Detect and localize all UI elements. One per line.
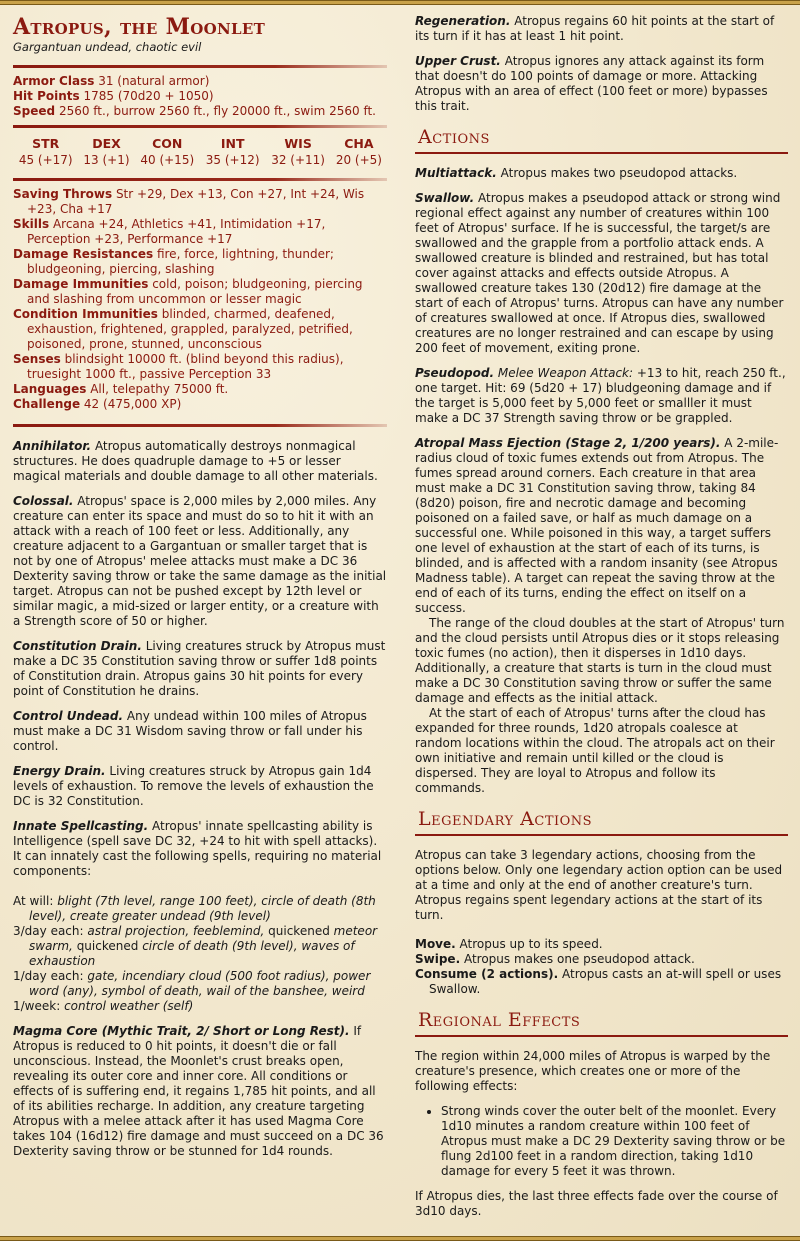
creature-name: Atropus, the Moonlet xyxy=(13,14,266,40)
spell-one-per-week: 1/week: control weather (self) xyxy=(13,999,194,1013)
page-border-bottom xyxy=(0,1236,800,1241)
ability-score: 35 (+12) xyxy=(205,153,260,167)
skills: Skills Arcana +24, Athletics +41, Intimidation +17, Perception +23, Performance +17 xyxy=(13,217,326,246)
senses: Senses blindsight 10000 ft. (blind beyond this radius), truesight 1000 ft., passive Perception 33 xyxy=(13,352,344,381)
legendary-consume: Consume (2 actions). Atropus casts an at-will spell or uses Swallow. xyxy=(415,967,782,996)
trait-energy-drain: Energy Drain. Living creatures struck by Atropus gain 1d4 levels of exhaustion. To remove the levels of exhaustion the DC is 32 Constitution. xyxy=(13,764,374,808)
ability-scores xyxy=(13,134,387,172)
legendary-move: Move. Atropus up to its speed. xyxy=(415,937,603,951)
spell-three-per-day: 3/day each: astral projection, feeblemind, quickened meteor swarm, quickened circle of death (9th level), waves of exhaustion xyxy=(13,924,378,968)
legendary-intro: Atropus can take 3 legendary actions, choosing from the options below. Only one legendary action option can be used at a time and only at the end of another creature's turn. Atropus regains spent legendary actions at the start of its turn. xyxy=(415,848,783,922)
trait-annihilator: Annihilator. Atropus automatically destroys nonmagical structures. He does quadruple damage to +5 or lesser magical materials and double damage to all other materials. xyxy=(13,439,378,483)
ability-name: CHA xyxy=(344,136,374,151)
challenge: Challenge 42 (475,000 XP) xyxy=(13,397,182,411)
properties-block xyxy=(13,187,387,412)
divider xyxy=(13,125,387,128)
right-column xyxy=(415,14,788,1229)
legendary-actions-heading: Legendary Actions xyxy=(418,808,593,830)
action-mass-ejection: Atropal Mass Ejection (Stage 2, 1/200 years). A 2-mile-radius cloud of toxic fumes extends out from Atropus. The fumes spread around corners. Each creature in that area must make a DC 31 Constitution saving throw, taking 84 (8d20) poison, fire and necrotic damage and becoming poisoned on a failed save, or half as much damage on a successful one. While poisoned in this way, a target suffers one level of exhaustion at the start of each of its turns, is blinded, and is affected with a random insanity (see Atropus Madness table). A target can repeat the saving throw at the end of each of its turns, ending the effect on itself on a success. The range of the cloud doubles at the start of Atropus' turn and the cloud persists until Atropus dies or it stops releasing toxic fumes (no action), then it disperses in 1d10 days. Additionally, a creature that starts is turn in the cloud must make a DC 30 Constitution saving throw or suffer the same damage and effects as the initial attack. At the start of each of Atropus' turns after the cloud has expanded for three rounds, 1d20 atropals coalesce at random locations within the cloud. The atropals act on their own initiative and remain until killed or the cloud is dispersed. They are loyal to Atropus and follow its commands. xyxy=(415,436,785,795)
regional-intro: The region within 24,000 miles of Atropus is warped by the creature's presence, which creates one or more of the following effects: xyxy=(415,1049,771,1093)
regional-outro: If Atropus dies, the last three effects fade over the course of 3d10 days. xyxy=(415,1189,778,1218)
ability-score: 45 (+17) xyxy=(18,153,73,167)
actions-heading: Actions xyxy=(418,126,490,148)
action-swallow: Swallow. Atropus makes a pseudopod attack or strong wind regional effect against any number of creatures within 100 feet of Atropus' surface. If he is successful, the target/s are swallowed and the grapple from a portfolio attack ends. A swallowed creature is blinded and restrained, but has total cover against attacks and effects outside Atropus. A swallowed creature takes 130 (20d12) fire damage at the start of each of Atropus' turns. Atropus can have any number of creatures swallowed at once. If Atropus dies, swallowed creatures are no longer restrained and can escape by using 200 feet of movement, exiting prone. xyxy=(415,191,784,355)
legendary-options xyxy=(415,937,788,997)
left-column xyxy=(13,14,387,1169)
divider xyxy=(13,65,387,68)
regional-effects-heading: Regional Effects xyxy=(418,1009,581,1031)
ability-name: STR xyxy=(32,136,60,151)
section-rule xyxy=(415,152,788,154)
divider xyxy=(13,424,387,427)
trait-regeneration: Regeneration. Atropus regains 60 hit points at the start of its turn if it has at least 1 hit point. xyxy=(415,14,775,43)
ability-score: 32 (+11) xyxy=(271,153,325,167)
regional-effects-list xyxy=(415,1104,788,1179)
section-rule xyxy=(415,1035,788,1037)
hit-points: Hit Points 1785 (70d20 + 1050) xyxy=(13,89,214,103)
legendary-swipe: Swipe. Atropus makes one pseudopod attack. xyxy=(415,952,695,966)
ability-name: DEX xyxy=(92,136,121,151)
ability-score: 13 (+1) xyxy=(83,153,130,167)
condition-immunities: Condition Immunities blinded, charmed, deafened, exhaustion, frightened, grappled, paralyzed, petrified, poisoned, prone, stunned, unconscious xyxy=(13,307,353,351)
trait-upper-crust: Upper Crust. Atropus ignores any attack against its form that doesn't do 100 points of damage or more. Attacking Atropus with an area of effect (100 feet or more) bypasses this trait. xyxy=(415,54,768,113)
ability-name: INT xyxy=(220,136,245,151)
page-border-top xyxy=(0,0,800,5)
defense-block xyxy=(13,74,387,119)
action-multiattack: Multiattack. Atropus makes two pseudopod attacks. xyxy=(415,166,738,180)
divider xyxy=(13,178,387,181)
speed: Speed 2560 ft., burrow 2560 ft., fly 20000 ft., swim 2560 ft. xyxy=(13,104,376,118)
trait-magma-core: Magma Core (Mythic Trait, 2/ Short or Long Rest). If Atropus is reduced to 0 hit points, it doesn't die or fall unconscious. Instead, the Moonlet's crust breaks open, revealing its outer core and inner core. All conditions or effects of is suffering end, it regains 1,785 hit points, and all of its abilities recharge. In addition, any creature targeting Atropus with a melee attack after it has used Magma Core takes 104 (16d12) fire damage and must succeed on a DC 36 Dexterity saving throw or be stunned for 1d4 rounds. xyxy=(13,1024,384,1158)
languages: Languages All, telepathy 75000 ft. xyxy=(13,382,229,396)
damage-immunities: Damage Immunities cold, poison; bludgeoning, piercing and slashing from uncommon or lesser magic xyxy=(13,277,363,306)
spell-one-per-day: 1/day each: gate, incendiary cloud (500 foot radius), power word (any), symbol of death, wail of the banshee, weird xyxy=(13,969,371,998)
trait-innate-spellcasting: Innate Spellcasting. Atropus' innate spellcasting ability is Intelligence (spell save DC 32, +24 to hit with spell attacks). It can innately cast the following spells, requiring no material components: xyxy=(13,819,382,878)
spell-at-will: At will: blight (7th level, range 100 feet), circle of death (8th level), create greater undead (9th level) xyxy=(13,894,376,923)
ability-score: 20 (+5) xyxy=(335,153,382,167)
damage-resistances: Damage Resistances fire, force, lightning, thunder; bludgeoning, piercing, slashing xyxy=(13,247,334,276)
ability-score: 40 (+15) xyxy=(140,153,195,167)
trait-control-undead: Control Undead. Any undead within 100 miles of Atropus must make a DC 31 Wisdom saving throw or fall under his control. xyxy=(13,709,367,753)
ability-name: CON xyxy=(152,136,183,151)
list-item: • Strong winds cover the outer belt of the moonlet. Every 1d10 minutes a random creature within 100 feet of Atropus must make a DC 29 Dexterity saving throw or be flung 2d100 feet in a random direction, taking 1d10 damage for every 5 feet it was thrown. xyxy=(441,1104,788,1179)
trait-colossal: Colossal. Atropus' space is 2,000 miles by 2,000 miles. Any creature can enter its space and must do so to hit it with an attack with a reach of 100 feet or less. Additionally, any creature adjacent to a Gargantuan or smaller target that is not by one of Atropus' melee attacks must make a DC 36 Dexterity saving throw or take the same damage as the initial target. Atropus can not be pushed except by 12th level or similar magic, a mid-sized or larger entity, or a creature with a Strength score of 50 or higher. xyxy=(13,494,387,628)
ability-name: WIS xyxy=(284,136,312,151)
saving-throws: Saving Throws Str +29, Dex +13, Con +27, Int +24, Wis +23, Cha +17 xyxy=(13,187,365,216)
spell-list xyxy=(13,894,387,1014)
trait-constitution-drain: Constitution Drain. Living creatures struck by Atropus must make a DC 35 Constitution saving throw or suffer 1d8 points of Constitution drain. Atropus gains 30 hit points for every point of Constitution he drains. xyxy=(13,639,386,698)
armor-class: Armor Class 31 (natural armor) xyxy=(13,74,210,88)
section-rule xyxy=(415,834,788,836)
creature-type: Gargantuan undead, chaotic evil xyxy=(13,40,202,54)
action-pseudopod: Pseudopod. Melee Weapon Attack: +13 to hit, reach 250 ft., one target. Hit: 69 (5d20 + 17) bludgeoning damage and if the target is 5,000 feet by 5,000 feet or smalller it must make a DC 37 Strength saving throw or be grappled. xyxy=(415,366,786,425)
